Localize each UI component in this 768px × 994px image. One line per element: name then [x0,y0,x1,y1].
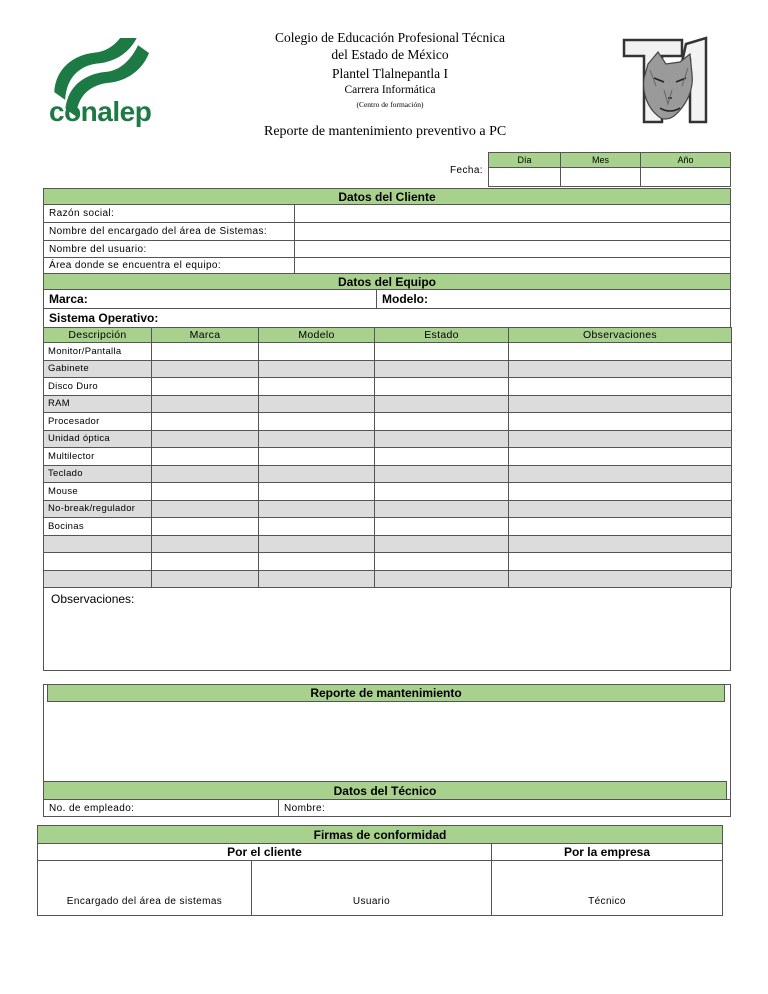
equipo-table-header [44,328,732,343]
cliente-section-header [43,188,731,205]
equipo-section-header [43,273,731,290]
nombre-tecnico-label: Nombre: [284,802,326,814]
equipo-section-title: Datos del Equipo [337,274,436,289]
sistema-operativo-label: Sistema Operativo: [49,311,159,325]
firmas-section-title: Firmas de conformidad [313,827,447,842]
modelo-cell[interactable] [259,553,375,571]
modelo-cell[interactable] [259,413,375,431]
marca-cell[interactable] [152,378,259,396]
mantenimiento-section-header [47,684,725,702]
fecha-dia-label: Día [517,155,532,165]
observaciones-cell[interactable] [509,378,732,396]
row-description: Procesador [44,413,152,431]
col-modelo: Modelo [259,328,375,343]
marca-cell[interactable] [152,343,259,361]
nombre-tecnico-field[interactable] [278,799,731,817]
por-la-empresa-label: Por la empresa [563,845,651,859]
col-estado: Estado [375,328,509,343]
row-description: Gabinete [44,360,152,378]
table-row [44,413,732,431]
firma-encargado[interactable] [37,860,252,916]
observaciones-cell[interactable] [509,448,732,466]
modelo-cell[interactable] [259,378,375,396]
estado-cell[interactable] [375,378,509,396]
row-description: Mouse [44,483,152,501]
fecha-ano-label: Año [677,155,694,165]
modelo-field[interactable] [376,289,731,309]
col-marca: Marca [152,328,259,343]
marca-cell[interactable] [152,570,259,588]
observaciones-box[interactable] [43,587,731,671]
modelo-cell[interactable] [259,465,375,483]
table-row [44,465,732,483]
estado-cell[interactable] [375,483,509,501]
row-description: Monitor/Pantalla [44,343,152,361]
table-row [44,535,732,553]
modelo-cell[interactable] [259,535,375,553]
estado-cell[interactable] [375,343,509,361]
mantenimiento-input[interactable] [45,702,729,780]
empleado-label: No. de empleado: [49,802,135,814]
observaciones-cell[interactable] [509,570,732,588]
encargado-text: Nombre del encargado del área de Sistemas: [49,226,268,237]
area-label [43,257,295,274]
t1-emblem [620,34,720,130]
carrera-name: Carrera Informática [344,84,436,96]
plantel-name: Plantel Tlalnepantla I [332,66,448,81]
row-description: Unidad óptica [44,430,152,448]
centro-formacion: (Centro de formación) [356,100,424,109]
razon-social-label [43,204,295,223]
row-description: Teclado [44,465,152,483]
fecha-mes-label: Mes [591,155,609,165]
marca-cell[interactable] [152,518,259,536]
table-row [44,360,732,378]
por-el-cliente-label: Por el cliente [227,845,302,859]
modelo-label: Modelo: [382,292,428,306]
cliente-section-title: Datos del Cliente [338,189,436,204]
usuario-label [43,240,295,258]
firma-encargado-label: Encargado del área de sistemas [66,896,223,907]
conalep-logo [45,38,165,133]
table-row [44,553,732,571]
modelo-cell[interactable] [259,500,375,518]
estado-cell[interactable] [375,570,509,588]
report-title: Reporte de mantenimiento preventivo a PC [264,124,507,139]
marca-cell[interactable] [152,465,259,483]
observaciones-cell[interactable] [509,535,732,553]
estado-cell[interactable] [375,395,509,413]
table-row [44,518,732,536]
fecha-dia-input[interactable] [488,167,561,187]
observaciones-cell[interactable] [509,500,732,518]
usuario-input[interactable] [294,240,731,258]
observaciones-cell[interactable] [509,518,732,536]
por-el-cliente-header [37,843,492,861]
modelo-cell[interactable] [259,570,375,588]
marca-cell[interactable] [152,430,259,448]
marca-cell[interactable] [152,395,259,413]
firma-usuario-label: Usuario [352,896,391,907]
marca-cell[interactable] [152,535,259,553]
marca-cell[interactable] [152,360,259,378]
equipo-table [43,327,732,588]
encargado-label [43,222,295,241]
fecha-dia-header [488,152,561,168]
estado-cell[interactable] [375,518,509,536]
estado-cell[interactable] [375,430,509,448]
marca-cell[interactable] [152,413,259,431]
fecha-label: Fecha: [450,165,483,176]
observaciones-cell[interactable] [509,343,732,361]
fecha-mes-input[interactable] [560,167,641,187]
modelo-cell[interactable] [259,343,375,361]
estado-cell[interactable] [375,448,509,466]
estado-cell[interactable] [375,360,509,378]
estado-cell[interactable] [375,535,509,553]
fecha-ano-header [640,152,731,168]
observaciones-cell[interactable] [509,465,732,483]
table-row [44,483,732,501]
firma-usuario[interactable] [251,860,492,916]
firma-tecnico[interactable] [491,860,723,916]
razon-social-input[interactable] [294,204,731,223]
estado-cell[interactable] [375,413,509,431]
estado-cell[interactable] [375,500,509,518]
modelo-cell[interactable] [259,518,375,536]
firma-tecnico-label: Técnico [588,896,626,907]
firmas-section-header [37,825,723,844]
area-text: Área donde se encuentra el equipo: [49,260,222,271]
table-row [44,343,732,361]
estado-cell[interactable] [375,465,509,483]
observaciones-cell[interactable] [509,430,732,448]
row-description[interactable] [44,570,152,588]
marca-cell[interactable] [152,500,259,518]
modelo-cell[interactable] [259,360,375,378]
modelo-cell[interactable] [259,395,375,413]
por-la-empresa-header [491,843,723,861]
row-description: Disco Duro [44,378,152,396]
mantenimiento-section-title: Reporte de mantenimiento [310,686,462,700]
usuario-text: Nombre del usuario: [49,243,147,255]
marca-cell[interactable] [152,553,259,571]
col-observaciones: Observaciones [509,328,732,343]
row-description: Multilector [44,448,152,466]
fecha-ano-input[interactable] [640,167,731,187]
fecha-mes-header [560,152,641,168]
observaciones-cell[interactable] [509,360,732,378]
row-description: Bocinas [44,518,152,536]
table-row [44,378,732,396]
modelo-cell[interactable] [259,483,375,501]
encargado-input[interactable] [294,222,731,241]
razon-social-text: Razón social: [49,208,115,219]
col-descripcion: Descripción [44,328,152,343]
observaciones-cell[interactable] [509,483,732,501]
row-description: No-break/regulador [44,500,152,518]
observaciones-cell[interactable] [509,413,732,431]
conalep-logo-text: conalep [49,96,152,127]
table-row [44,570,732,588]
marca-cell[interactable] [152,483,259,501]
marca-cell[interactable] [152,448,259,466]
school-name-line1: Colegio de Educación Profesional Técnica [275,30,505,45]
observaciones-cell[interactable] [509,395,732,413]
school-name-line2: del Estado de México [331,47,449,62]
modelo-cell[interactable] [259,448,375,466]
table-row [44,395,732,413]
modelo-cell[interactable] [259,430,375,448]
observaciones-label: Observaciones: [51,592,135,606]
empleado-field[interactable] [43,799,279,817]
estado-cell[interactable] [375,553,509,571]
row-description[interactable] [44,535,152,553]
row-description[interactable] [44,553,152,571]
table-row [44,430,732,448]
tecnico-section-header [43,781,727,800]
marca-label: Marca: [49,292,88,306]
tecnico-section-title: Datos del Técnico [333,783,437,798]
table-row [44,500,732,518]
area-input[interactable] [294,257,731,274]
sistema-operativo-field[interactable] [43,308,731,328]
table-row [44,448,732,466]
wolf-t1-emblem-icon [620,34,720,130]
row-description: RAM [44,395,152,413]
marca-field[interactable] [43,289,377,309]
observaciones-cell[interactable] [509,553,732,571]
